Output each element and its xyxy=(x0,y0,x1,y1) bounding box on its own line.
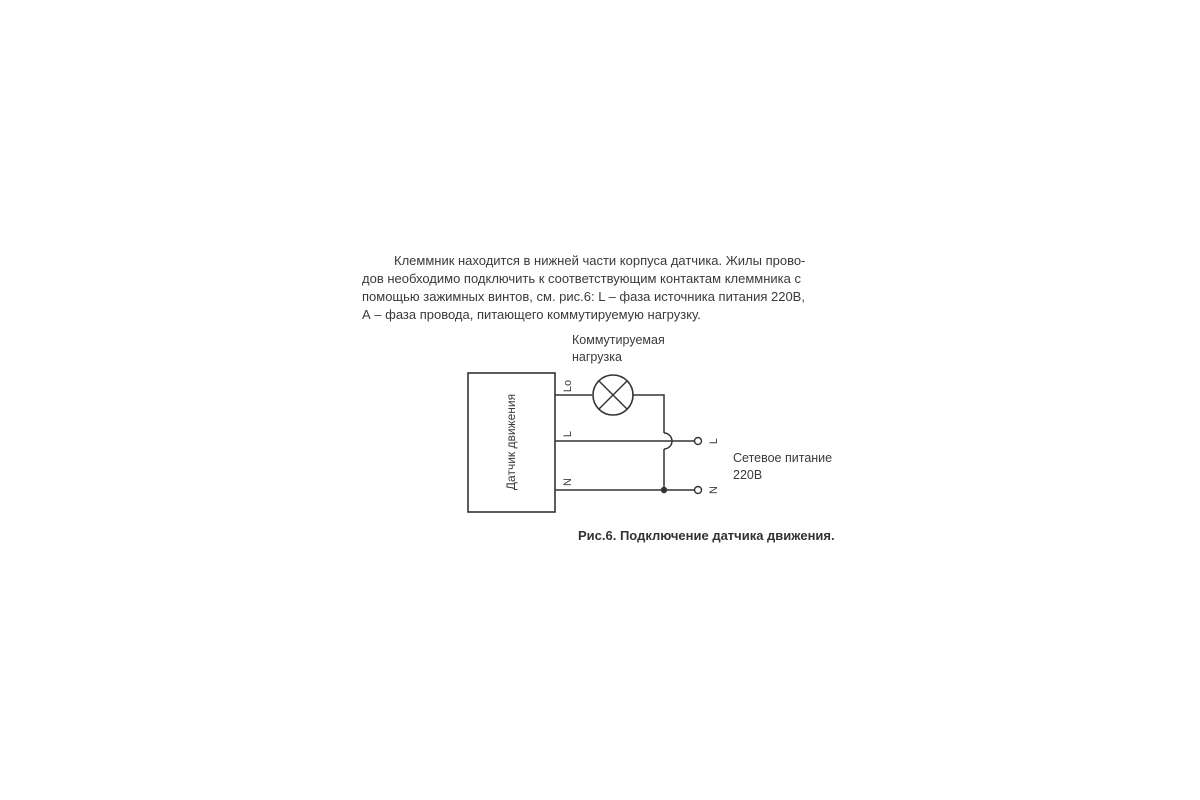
terminal-l-label: L xyxy=(562,430,574,438)
description-line-1: Клеммник находится в нижней части корпуса датчика. Жилы прово- xyxy=(394,253,806,268)
motion-sensor-label: Датчик движения xyxy=(504,393,518,491)
load-label-line-2: нагрузка xyxy=(572,350,622,364)
lamp-icon xyxy=(593,375,633,415)
load-label-line-1: Коммутируемая xyxy=(572,333,665,347)
description-line-3: помощью зажимных винтов, см. рис.6: L – фаза источника питания 220В, xyxy=(362,289,805,304)
figure-caption: Рис.6. Подключение датчика движения. xyxy=(578,528,835,543)
wire-load-return xyxy=(633,395,664,433)
description-line-2: дов необходимо подключить к соответствующим контактам клеммника с xyxy=(362,271,801,286)
junction-dot xyxy=(661,487,667,493)
description-line-4: А – фаза провода, питающего коммутируемую нагрузку. xyxy=(362,307,701,322)
supply-n-label: N xyxy=(708,486,720,494)
power-label-line-1: Сетевое питание xyxy=(733,451,833,465)
supply-l-label: L xyxy=(708,437,720,445)
terminal-n-label: N xyxy=(562,478,574,486)
supply-n-terminal xyxy=(695,487,702,494)
supply-l-terminal xyxy=(695,438,702,445)
terminal-lo-label: Lo xyxy=(562,379,574,393)
power-label-line-2: 220В xyxy=(733,468,763,482)
